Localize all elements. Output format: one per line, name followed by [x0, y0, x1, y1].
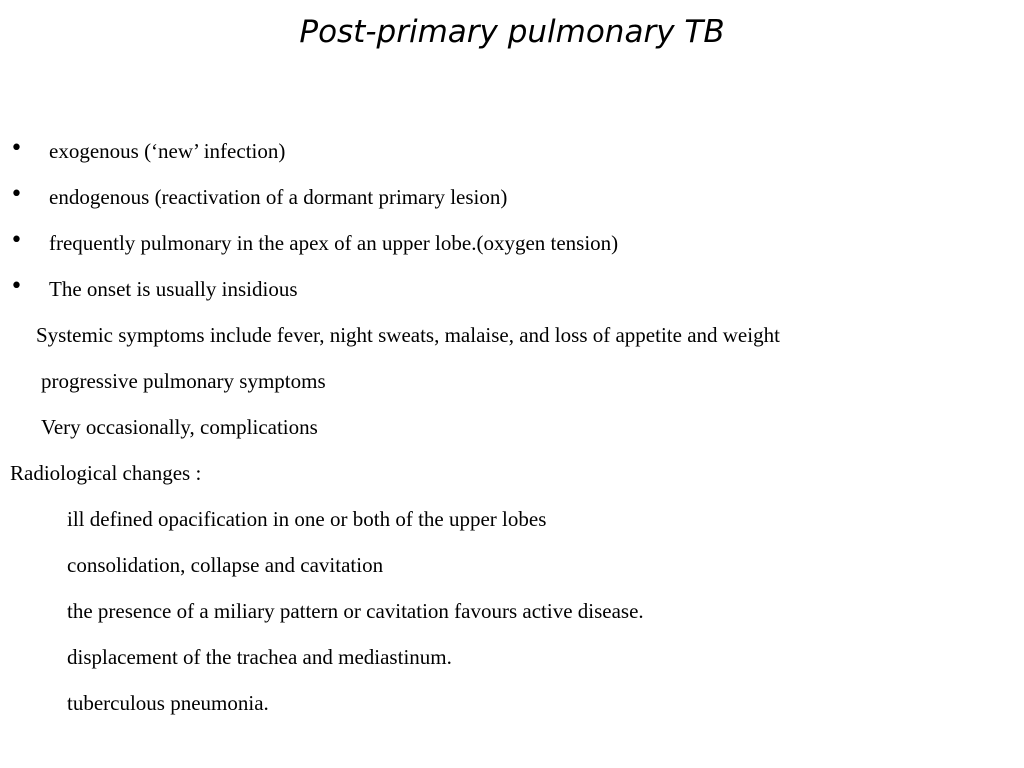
- bullet-text: The onset is usually insidious: [49, 277, 298, 301]
- slide-title: Post-primary pulmonary TB: [299, 14, 725, 50]
- bullet-icon: •: [10, 274, 23, 299]
- radiological-heading: Radiological changes :: [10, 461, 202, 485]
- radiological-item: the presence of a miliary pattern or cavitation favours active disease.: [67, 599, 644, 623]
- bullet-icon: •: [10, 228, 23, 253]
- bullet-icon: •: [10, 182, 23, 207]
- bullet-icon: •: [10, 136, 23, 161]
- systemic-symptoms-line: Systemic symptoms include fever, night sweats, malaise, and loss of appetite and weight: [36, 323, 780, 347]
- bullet-text: endogenous (reactivation of a dormant primary lesion): [49, 185, 508, 209]
- bullet-text: exogenous (‘new’ infection): [49, 139, 286, 163]
- radiological-item: tuberculous pneumonia.: [67, 691, 269, 715]
- radiological-item: ill defined opacification in one or both of the upper lobes: [67, 507, 547, 531]
- radiological-item: consolidation, collapse and cavitation: [67, 553, 384, 577]
- complications-line: Very occasionally, complications: [41, 415, 318, 439]
- pulmonary-symptoms-line: progressive pulmonary symptoms: [41, 369, 326, 393]
- bullet-text: frequently pulmonary in the apex of an upper lobe.(oxygen tension): [49, 231, 619, 255]
- radiological-item: displacement of the trachea and mediastinum.: [67, 645, 452, 669]
